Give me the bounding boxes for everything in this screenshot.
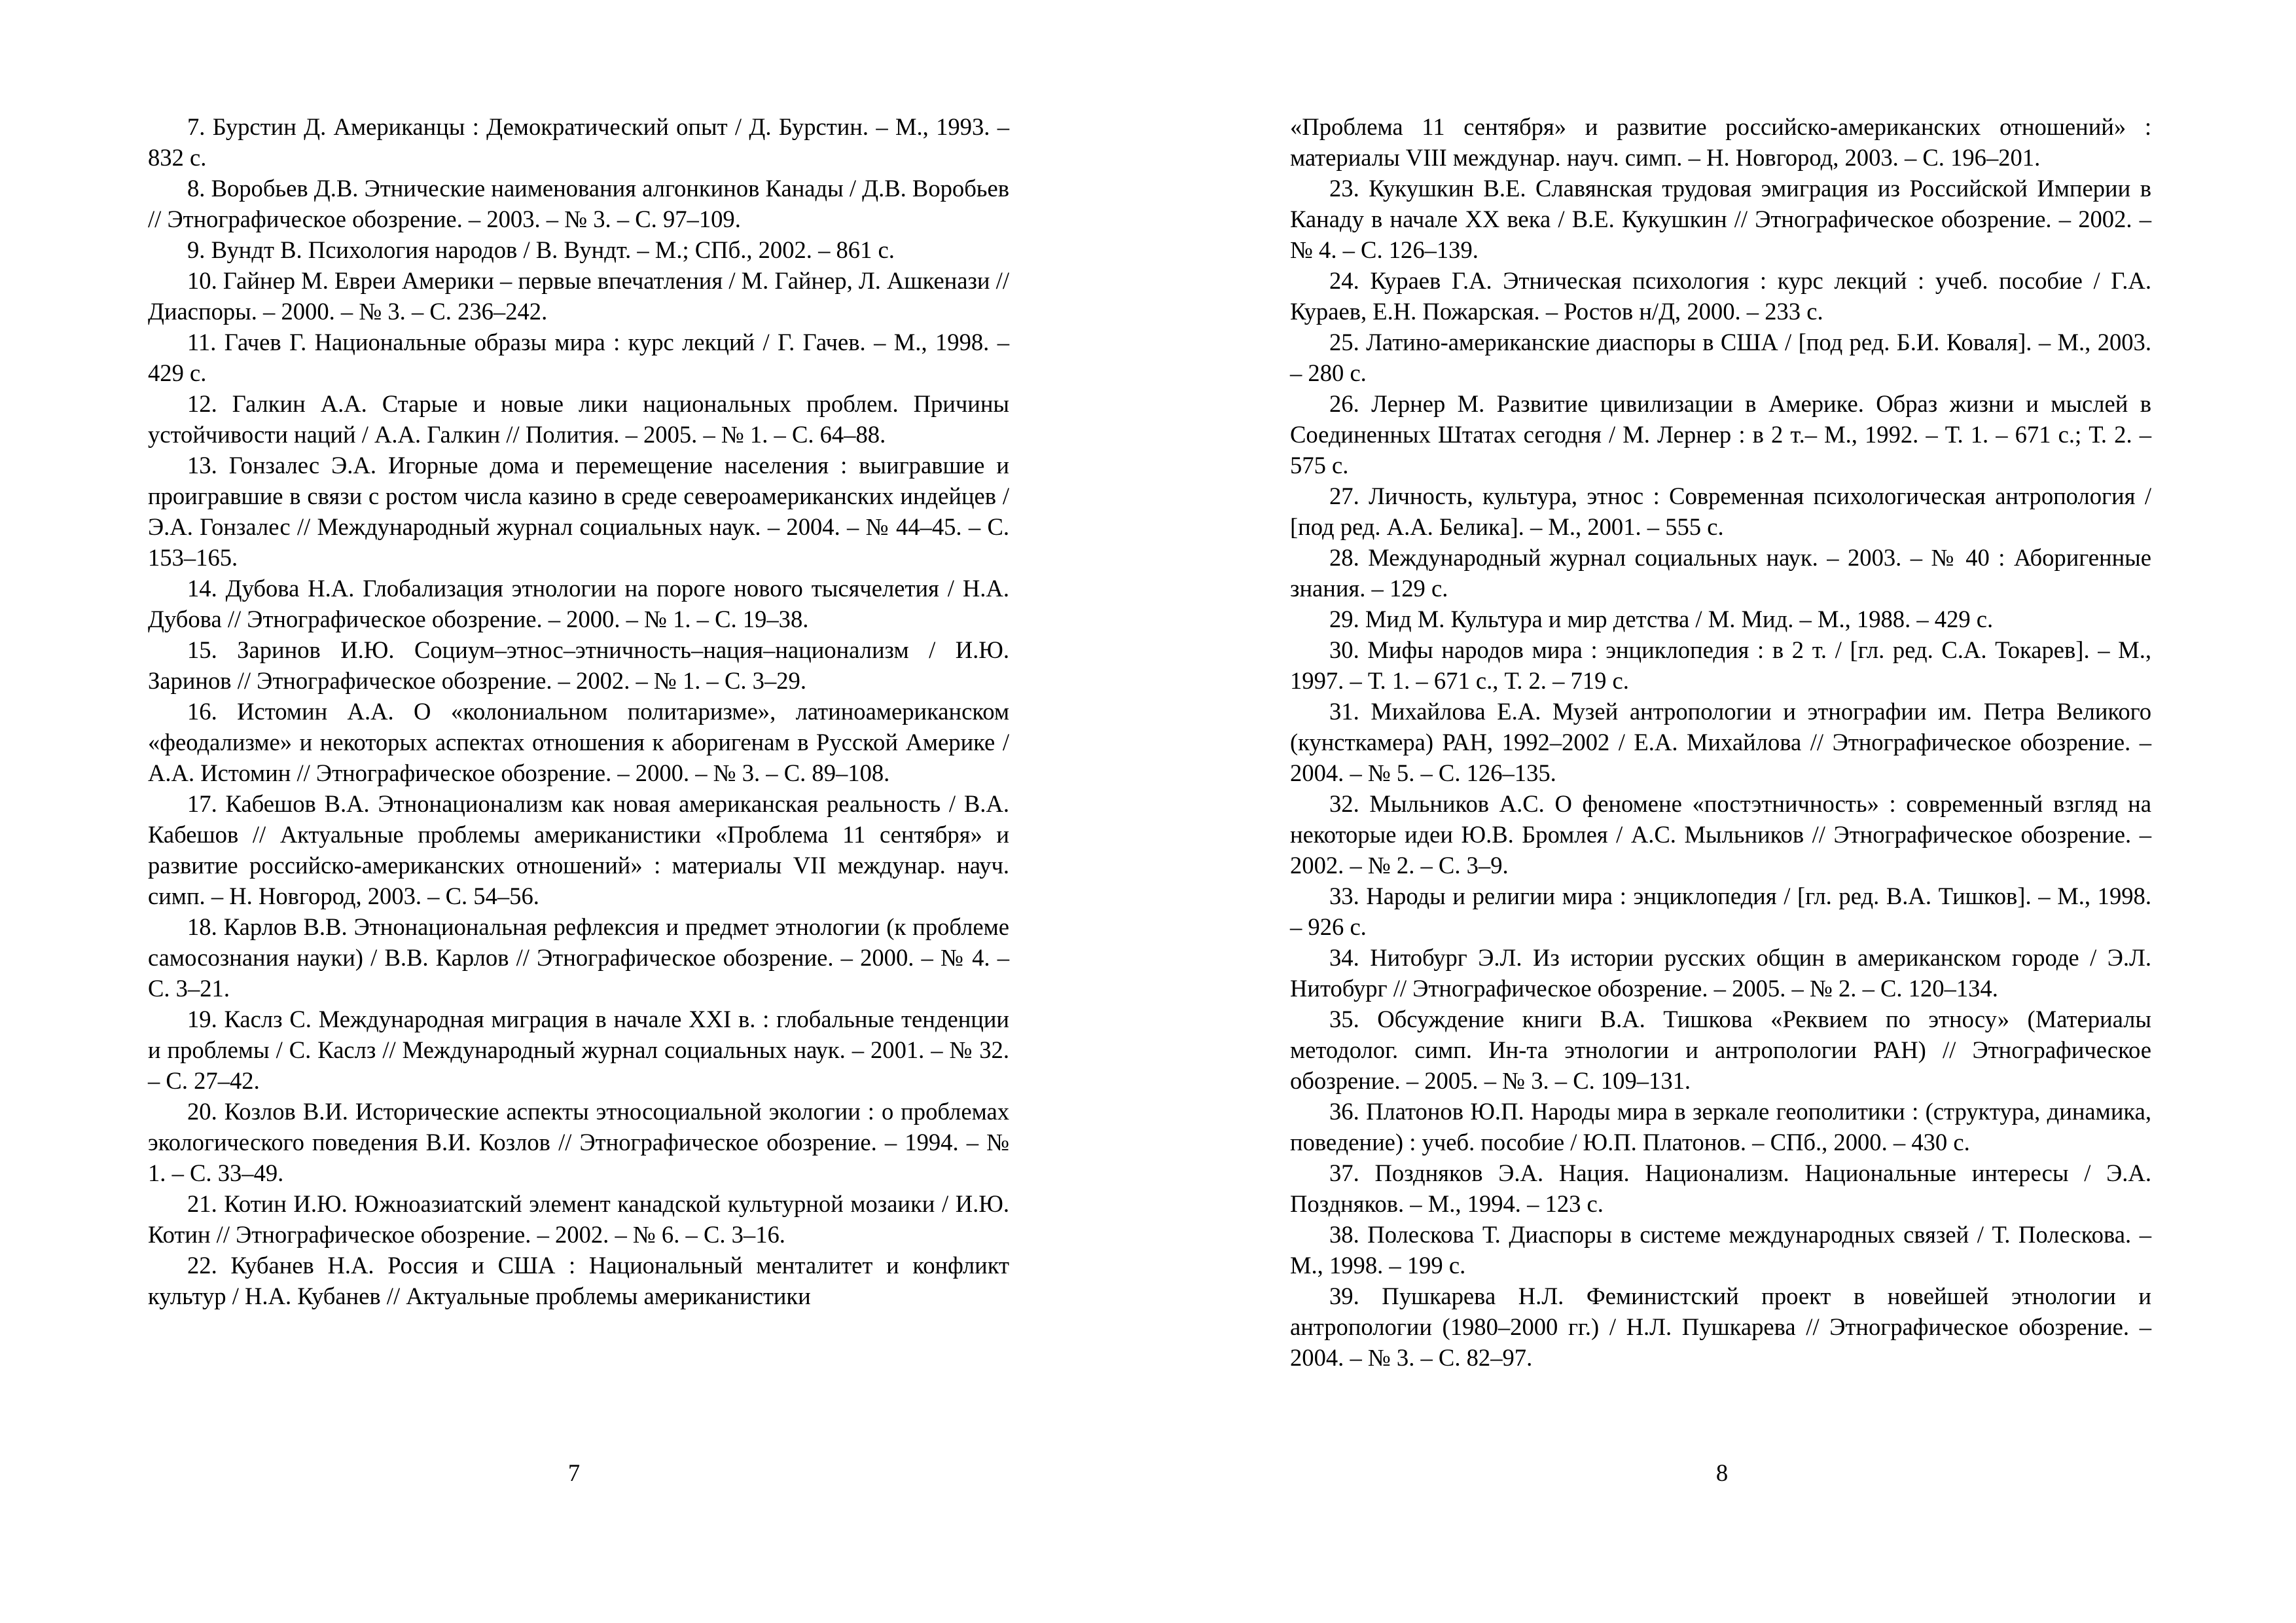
bib-entry-37: 37. Поздняков Э.А. Нация. Национализм. Национальные интересы / Э.А. Поздняков. – М., 1994. – 123 с. [1290, 1159, 2151, 1217]
bib-entry-33: 33. Народы и религии мира : энциклопедия / [гл. ред. В.А. Тишков]. – М., 1998. – 926 с. [1290, 883, 2151, 940]
bib-entry-36: 36. Платонов Ю.П. Народы мира в зеркале геополитики : (структура, динамика, поведение) : учеб. пособие / Ю.П. Платонов. – СПб., 2000. – 430 с. [1290, 1098, 2151, 1156]
bib-entry-17: 17. Кабешов В.А. Этнонационализм как новая американская реальность / В.А. Кабешов // Актуальные проблемы американистики «Проблема 11 сентября» и развитие российско-американских отношений» : материалы VII междунар. науч. симп. – Н. Новгород, 2003. – С. 54–56. [148, 790, 1009, 909]
bib-entry-23: 23. Кукушкин В.Е. Славянская трудовая эмиграция из Российской Империи в Канаду в начале XX века / В.Е. Кукушкин // Этнографическое обозрение. – 2002. – № 4. – С. 126–139. [1290, 175, 2151, 263]
bibliography-column-left [148, 111, 1009, 1311]
bib-entry-15: 15. Заринов И.Ю. Социум–этнос–этничность–нация–национализм / И.Ю. Заринов // Этнографическое обозрение. – 2002. – № 1. – С. 3–29. [148, 636, 1009, 694]
bib-entry-30: 30. Мифы народов мира : энциклопедия : в 2 т. / [гл. ред. С.А. Токарев]. – М., 1997. – Т. 1. – 671 с., Т. 2. – 719 с. [1290, 636, 2151, 694]
bib-entry-9: 9. Вундт В. Психология народов / В. Вундт. – М.; СПб., 2002. – 861 с. [187, 236, 895, 263]
bib-entry-20: 20. Козлов В.И. Исторические аспекты этносоциальной экологии : о проблемах экологического поведения В.И. Козлов // Этнографическое обозрение. – 1994. – № 1. – С. 33–49. [148, 1098, 1009, 1186]
bib-entry-22-continuation: «Проблема 11 сентября» и развитие российско-американских отношений» : материалы VIII междунар. науч. симп. – Н. Новгород, 2003. – С. 196–201. [1290, 113, 2151, 171]
bib-entry-27: 27. Личность, культура, этнос : Современная психологическая антропология / [под ред. А.А. Белика]. – М., 2001. – 555 с. [1290, 483, 2151, 540]
bib-entry-31: 31. Михайлова Е.А. Музей антропологии и этнографии им. Петра Великого (кунсткамера) РАН, 1992–2002 / Е.А. Михайлова // Этнографическое обозрение. – 2004. – № 5. – С. 126–135. [1290, 698, 2151, 786]
right-page [1148, 0, 2296, 1623]
page-number-left: 7 [567, 1459, 581, 1486]
bib-entry-22: 22. Кубанев Н.А. Россия и США : Национальный менталитет и конфликт культур / Н.А. Кубанев // Актуальные проблемы американистики [148, 1252, 1009, 1309]
bib-entry-26: 26. Лернер М. Развитие цивилизации в Америке. Образ жизни и мыслей в Соединенных Штатах сегодня / М. Лернер : в 2 т.– М., 1992. – Т. 1. – 671 с.; Т. 2. – 575 с. [1290, 390, 2151, 479]
bib-entry-7: 7. Бурстин Д. Американцы : Демократический опыт / Д. Бурстин. – М., 1993. – 832 с. [148, 113, 1009, 171]
bib-entry-12: 12. Галкин А.А. Старые и новые лики национальных проблем. Причины устойчивости наций / А.А. Галкин // Полития. – 2005. – № 1. – С. 64–88. [148, 390, 1009, 448]
bib-entry-8: 8. Воробьев Д.В. Этнические наименования алгонкинов Канады / Д.В. Воробьев // Этнографическое обозрение. – 2003. – № 3. – С. 97–109. [148, 175, 1009, 232]
bib-entry-11: 11. Гачев Г. Национальные образы мира : курс лекций / Г. Гачев. – М., 1998. – 429 с. [148, 329, 1009, 386]
bib-entry-32: 32. Мыльников А.С. О феномене «постэтничность» : современный взгляд на некоторые идеи Ю.В. Бромлея / А.С. Мыльников // Этнографическое обозрение. – 2002. – № 2. – С. 3–9. [1290, 790, 2151, 879]
bib-entry-38: 38. Полескова Т. Диаспоры в системе международных связей / Т. Полескова. – М., 1998. – 199 с. [1290, 1221, 2151, 1279]
bib-entry-14: 14. Дубова Н.А. Глобализация этнологии на пороге нового тысячелетия / Н.А. Дубова // Этнографическое обозрение. – 2000. – № 1. – С. 19–38. [148, 575, 1009, 632]
bib-entry-19: 19. Каслз С. Международная миграция в начале XXI в. : глобальные тенденции и проблемы / С. Каслз // Международный журнал социальных наук. – 2001. – № 32. – С. 27–42. [148, 1006, 1009, 1094]
bibliography-column-right [1290, 111, 2151, 1373]
bib-entry-18: 18. Карлов В.В. Этнонациональная рефлексия и предмет этнологии (к проблеме самосознания науки) / В.В. Карлов // Этнографическое обозрение. – 2000. – № 4. – С. 3–21. [148, 913, 1009, 1002]
bib-entry-16: 16. Истомин А.А. О «колониальном политаризме», латиноамериканском «феодализме» и некоторых аспектах отношения к аборигенам в Русской Америке / А.А. Истомин // Этнографическое обозрение. – 2000. – № 3. – С. 89–108. [148, 698, 1009, 786]
bib-entry-39: 39. Пушкарева Н.Л. Феминистский проект в новейшей этнологии и антропологии (1980–2000 гг.) / Н.Л. Пушкарева // Этнографическое обозрение. – 2004. – № 3. – С. 82–97. [1290, 1283, 2151, 1371]
bib-entry-35: 35. Обсуждение книги В.А. Тишкова «Реквием по этносу» (Материалы методолог. симп. Ин-та этнологии и антропологии РАН) // Этнографическое обозрение. – 2005. – № 3. – С. 109–131. [1290, 1006, 2151, 1094]
bib-entry-28: 28. Международный журнал социальных наук. – 2003. – № 40 : Аборигенные знания. – 129 с. [1290, 544, 2151, 602]
bib-entry-24: 24. Кураев Г.А. Этническая психология : курс лекций : учеб. пособие / Г.А. Кураев, Е.Н. Пожарская. – Ростов н/Д, 2000. – 233 с. [1290, 267, 2151, 325]
bib-entry-34: 34. Нитобург Э.Л. Из истории русских общин в американском городе / Э.Л. Нитобург // Этнографическое обозрение. – 2005. – № 2. – С. 120–134. [1290, 944, 2151, 1002]
bib-entry-25: 25. Латино-американские диаспоры в США / [под ред. Б.И. Коваля]. – М., 2003. – 280 с. [1290, 329, 2151, 386]
bib-entry-13: 13. Гонзалес Э.А. Игорные дома и перемещение населения : выигравшие и проигравшие в связи с ростом числа казино в среде североамериканских индейцев / Э.А. Гонзалес // Международный журнал социальных наук. – 2004. – № 44–45. – С. 153–165. [148, 452, 1009, 571]
page-number-right: 8 [1715, 1459, 1729, 1486]
bib-entry-29: 29. Мид М. Культура и мир детства / М. Мид. – М., 1988. – 429 с. [1329, 606, 1994, 632]
bib-entry-10: 10. Гайнер М. Евреи Америки – первые впечатления / М. Гайнер, Л. Ашкенази // Диаспоры. – 2000. – № 3. – С. 236–242. [148, 267, 1009, 325]
bib-entry-21: 21. Котин И.Ю. Южноазиатский элемент канадской культурной мозаики / И.Ю. Котин // Этнографическое обозрение. – 2002. – № 6. – С. 3–16. [148, 1190, 1009, 1248]
